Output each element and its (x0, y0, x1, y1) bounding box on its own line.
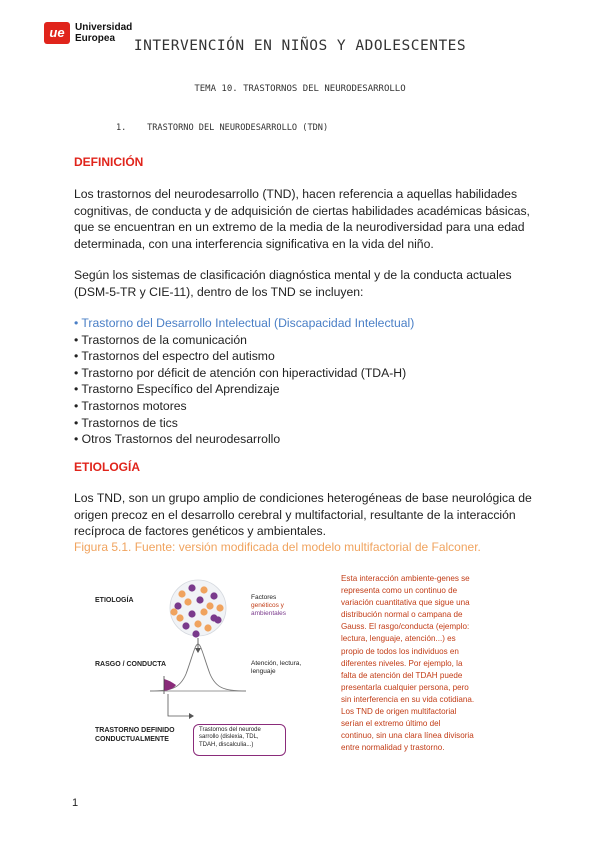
list-item: • Trastornos de tics (74, 415, 178, 430)
note-line: serían el extremo último del (341, 719, 441, 729)
note-line: Los TND de origen multifactorial (341, 707, 457, 717)
list-item: • Trastornos motores (74, 398, 187, 413)
section-heading (116, 123, 328, 133)
factor-dot (182, 622, 189, 629)
text-line: Los TND, son un grupo amplio de condiciones heterogéneas de base neurológica de (74, 491, 532, 505)
section-number: 1. (116, 123, 127, 133)
text-line: cognitivas, de conducta y de adquisición de ciertas habilidades académicas básicas, (74, 203, 530, 218)
factor-dot (178, 590, 185, 597)
etiologia-paragraph (74, 490, 534, 540)
atencion-line: lenguaje (251, 668, 276, 675)
definicion-heading: DEFINICIÓN (74, 155, 144, 169)
tnd-box (193, 724, 286, 756)
factor-dot (204, 624, 211, 631)
note-line: entre normalidad y trastorno. (341, 743, 445, 753)
figure-label-rasgo: RASGO / CONDUCTA (95, 661, 167, 668)
factor-dot (200, 586, 207, 593)
figure-label-etiologia: ETIOLOGÍA (95, 597, 134, 604)
note-line: variación cuantitativa que sigue una (341, 598, 470, 608)
text-line: origen precoz en el desarrollo cerebral y multifactorial, resultante de la interacción (74, 507, 516, 522)
definicion-paragraph-2 (74, 267, 534, 300)
figure-label-line: CONDUCTUALMENTE (95, 736, 169, 743)
note-line: representa como un continuo de (341, 586, 458, 596)
list-item: • Trastorno por déficit de atención con hiperactividad (TDA-H) (74, 365, 407, 380)
note-line: sin interferencia en su vida cotidiana. (341, 694, 475, 704)
document-subtitle: TEMA 10. TRASTORNOS DEL NEURODESARROLLO (194, 84, 406, 94)
text-line: (DSM-5-TR y CIE-11), dentro de los TND se incluyen: (74, 284, 364, 299)
atencion-line: Atención, lectura, (251, 660, 302, 667)
note-line: propio de todos los individuos en (341, 646, 459, 656)
list-item: • Trastornos del espectro del autismo (74, 349, 275, 364)
tnd-list (74, 315, 414, 448)
arrow-head (195, 648, 201, 653)
note-line: diferentes niveles. Por ejemplo, la (341, 658, 463, 668)
text-line: que se encuentran en un extremo de la media de la neurodiversidad para una edad (74, 220, 525, 234)
tnd-box-line: sarrollo (dislexia, TDL, (199, 734, 259, 741)
text-line: Los trastornos del neurodesarrollo (TND), hacen referencia a aquellas habilidades (74, 187, 518, 201)
list-item: • Trastorno Específico del Aprendizaje (74, 382, 280, 397)
factor-dot (174, 602, 181, 609)
list-item: • Otros Trastornos del neurodesarrollo (74, 432, 281, 447)
figure-side-note (341, 573, 529, 754)
factor-dot (214, 616, 221, 623)
text-line: Según los sistemas de clasificación diagnóstica mental y de la conducta actuales (74, 268, 512, 282)
note-line: continuo, sin una clara línea divisoria (341, 731, 474, 741)
definicion-paragraph-1 (74, 186, 534, 252)
factores-line: Factores (251, 594, 277, 601)
note-line: falta de atención del TDAH puede (341, 670, 463, 680)
factores-label (251, 594, 286, 618)
factor-dot (184, 598, 191, 605)
list-item: • Trastornos de la comunicación (74, 332, 247, 347)
tnd-box-line: TDAH, discalculia...) (199, 741, 254, 748)
figure-label-trastorno (95, 726, 175, 744)
factor-dot (210, 592, 217, 599)
factor-dot (206, 602, 213, 609)
factor-dot (188, 584, 195, 591)
text-line: recíproca de factores genéticos y ambientales. (74, 524, 327, 538)
figure-caption: Figura 5.1. Fuente: versión modificada del modelo multifactorial de Falconer. (74, 540, 481, 554)
list-item: • Trastorno del Desarrollo Intelectual (Discapacidad Intelectual) (74, 316, 415, 330)
university-logo-mark: ue (44, 22, 70, 44)
factor-dot (176, 614, 183, 621)
factores-line: genéticos y (251, 602, 284, 609)
factor-dot (194, 620, 201, 627)
section-title: TRASTORNO DEL NEURODESARROLLO (TDN) (147, 123, 329, 133)
atencion-label (251, 660, 301, 676)
figure-label-line: TRASTORNO DEFINIDO (95, 727, 175, 734)
factor-dot (170, 608, 177, 615)
page-number: 1 (72, 797, 79, 809)
text-line: determinada, con una interferencia significativa en la vida del niño. (74, 236, 434, 251)
connector-arrow-head (189, 713, 194, 719)
note-line: presentarla cualquier persona, pero (341, 682, 469, 692)
note-line: distribución normal o campana de (341, 610, 463, 620)
tnd-box-line: Trastornos del neurode (199, 727, 261, 733)
logo-line-1: Universidad (75, 22, 133, 33)
factor-dot (196, 596, 203, 603)
note-line: Gauss. El rasgo/conducta (ejemplo: (341, 622, 470, 632)
factor-dot (192, 630, 199, 637)
factor-dot (200, 608, 207, 615)
logo-line-2: Europea (75, 33, 116, 44)
factor-dot (188, 610, 195, 617)
document-title: INTERVENCIÓN EN NIÑOS Y ADOLESCENTES (133, 38, 467, 54)
note-line: Esta interacción ambiente-genes se (341, 574, 470, 583)
factor-dot (216, 604, 223, 611)
etiologia-heading: ETIOLOGÍA (74, 460, 140, 474)
note-line: lectura, lenguaje, atención...) es (341, 634, 456, 644)
gauss-tail-fill (164, 679, 176, 691)
factores-line: ambientales (251, 610, 287, 617)
connector-arrow (168, 694, 190, 716)
